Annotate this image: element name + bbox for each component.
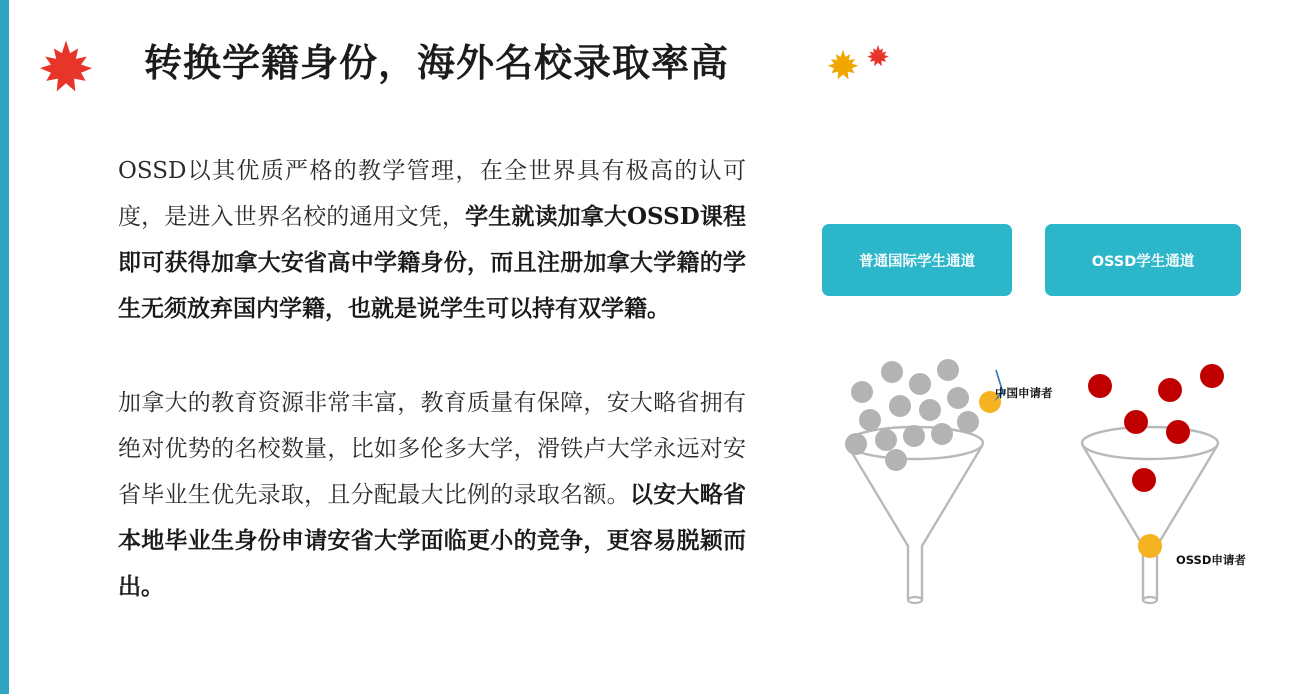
paragraph-1-run-2: 学生就读加拿大OSSD课程即可获得加拿大安省高中学籍身份，而且注册加拿大学籍的学生无须放弃国内学籍，也就是说学生可以持有双学籍。: [118, 203, 746, 322]
paragraph-1: [118, 148, 746, 332]
body-text-column: [118, 148, 746, 610]
page-title: 转换学籍身份，海外名校录取率高: [144, 40, 730, 85]
funnel-diagram: [800, 200, 1280, 620]
title-row: [36, 28, 936, 100]
paragraph-1-run-1: OSSD以其优质严格的教学管理，在全世界具有极高的认可度，是进入世界名校的通用文凭，: [118, 158, 746, 230]
maple-leaf-decor-group: [826, 42, 906, 90]
maple-leaf-yellow-icon: [826, 48, 860, 82]
callout-chinese-applicant: 中国申请者: [995, 386, 1053, 400]
paragraph-2-run-1: 加拿大的教育资源非常丰富，教育质量有保障，安大略省拥有绝对优势的名校数量，比如多伦多大学，滑铁卢大学永远对安省毕业生优先录取，且分配最大比例的录取名额。: [118, 390, 746, 508]
paragraph-2-run-2: 以安大略省本地毕业生身份申请安省大学面临更小的竞争，更容易脱颖而出。: [118, 481, 747, 600]
callout-ossd-applicant: OSSD申请者: [1176, 553, 1246, 567]
gray-funnel: [845, 359, 1006, 603]
maple-leaf-small-red-icon: [866, 44, 890, 68]
maple-leaf-icon: [36, 38, 96, 96]
paragraph-2: [118, 380, 746, 610]
channel-label-ossd: OSSD学生通道: [1045, 224, 1241, 296]
left-accent-bar: [0, 0, 9, 694]
channel-label-international: 普通国际学生通道: [822, 224, 1012, 296]
